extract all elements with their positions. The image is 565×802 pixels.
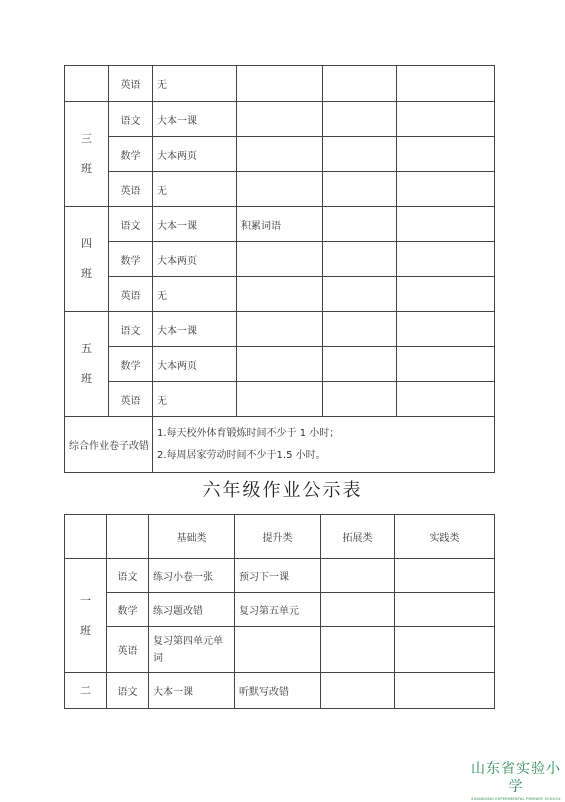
table-row xyxy=(65,347,495,382)
homework-table-top xyxy=(64,65,495,473)
practice-cell xyxy=(397,382,495,417)
school-logo-english: SHANDONG EXPERIMENTAL PRIMARY SCHOOL xyxy=(471,797,561,801)
practice-cell xyxy=(397,172,495,207)
practice-cell xyxy=(397,207,495,242)
improve-cell xyxy=(237,242,323,277)
improve-cell xyxy=(235,627,321,673)
basic-cell: 复习第四单元单词 xyxy=(149,627,235,673)
basic-cell: 大本两页 xyxy=(153,137,237,172)
subject-cell: 数学 xyxy=(107,593,149,627)
expand-cell xyxy=(323,242,397,277)
table-row xyxy=(65,242,495,277)
practice-cell xyxy=(397,277,495,312)
school-logo-name: 山东省实验小学 xyxy=(471,761,561,795)
expand-cell xyxy=(323,102,397,137)
expand-cell xyxy=(321,559,395,593)
expand-cell xyxy=(323,382,397,417)
table-row xyxy=(65,172,495,207)
expand-cell xyxy=(321,593,395,627)
table-row xyxy=(65,102,495,137)
basic-cell: 大本一课 xyxy=(153,102,237,137)
class-label-4 xyxy=(65,207,109,312)
improve-cell xyxy=(237,312,323,347)
basic-cell: 大本一课 xyxy=(149,673,235,709)
basic-cell: 无 xyxy=(153,382,237,417)
class-label-3 xyxy=(65,102,109,207)
class-char: 班 xyxy=(81,372,92,385)
basic-cell: 无 xyxy=(153,66,237,102)
subject-cell: 英语 xyxy=(107,627,149,673)
expand-cell xyxy=(323,347,397,382)
table-row xyxy=(65,417,495,473)
table-row xyxy=(65,312,495,347)
subject-cell: 数学 xyxy=(109,242,153,277)
table-row xyxy=(65,137,495,172)
improve-cell: 听默写改错 xyxy=(235,673,321,709)
subject-cell: 语文 xyxy=(109,207,153,242)
improve-cell xyxy=(237,66,323,102)
header-subject xyxy=(107,515,149,559)
practice-cell xyxy=(397,242,495,277)
expand-cell xyxy=(321,673,395,709)
improve-cell: 预习下一课 xyxy=(235,559,321,593)
note-line: 1.每天校外体育锻炼时间不少于 1 小时； xyxy=(157,427,340,439)
basic-cell: 大本两页 xyxy=(153,347,237,382)
class-char: 三 xyxy=(81,132,92,145)
class-label-5 xyxy=(65,312,109,417)
subject-cell: 英语 xyxy=(109,277,153,312)
practice-cell xyxy=(397,102,495,137)
subject-cell: 语文 xyxy=(107,559,149,593)
practice-cell xyxy=(397,137,495,172)
class-label-2 xyxy=(65,673,107,709)
table-row xyxy=(65,382,495,417)
expand-cell xyxy=(323,137,397,172)
subject-cell: 英语 xyxy=(109,172,153,207)
basic-cell: 无 xyxy=(153,277,237,312)
expand-cell xyxy=(321,627,395,673)
notes-cell xyxy=(153,417,495,473)
improve-cell xyxy=(237,102,323,137)
table-row xyxy=(65,593,495,627)
expand-cell xyxy=(323,312,397,347)
header-practice: 实践类 xyxy=(395,515,495,559)
class-char: 班 xyxy=(81,162,92,175)
basic-cell: 无 xyxy=(153,172,237,207)
practice-cell xyxy=(397,66,495,102)
improve-cell: 积累词语 xyxy=(237,207,323,242)
school-logo xyxy=(470,760,562,802)
header-improve: 提升类 xyxy=(235,515,321,559)
basic-cell: 练习题改错 xyxy=(149,593,235,627)
expand-cell xyxy=(323,207,397,242)
class-char: 一 xyxy=(80,593,91,607)
practice-cell xyxy=(397,347,495,382)
practice-cell xyxy=(397,312,495,347)
class-cell xyxy=(65,66,109,102)
improve-cell xyxy=(237,172,323,207)
practice-cell xyxy=(395,673,495,709)
class-label-1 xyxy=(65,559,107,673)
homework-table-grade6 xyxy=(64,514,495,709)
subject-cell: 数学 xyxy=(109,347,153,382)
note-line: 2.每周居家劳动时间不少于1.5 小时。 xyxy=(157,449,326,461)
practice-cell xyxy=(395,593,495,627)
table-row xyxy=(65,627,495,673)
improve-cell: 复习第五单元 xyxy=(235,593,321,627)
expand-cell xyxy=(323,66,397,102)
class-char: 五 xyxy=(81,342,92,355)
practice-cell xyxy=(395,627,495,673)
subject-cell: 语文 xyxy=(109,312,153,347)
class-char: 班 xyxy=(80,623,91,637)
subject-cell: 数学 xyxy=(109,137,153,172)
page-title: 六年级作业公示表 xyxy=(202,480,363,501)
class-char: 班 xyxy=(81,267,92,280)
improve-cell xyxy=(237,137,323,172)
table-row xyxy=(65,559,495,593)
table-row xyxy=(65,277,495,312)
subject-cell: 语文 xyxy=(107,673,149,709)
table-row xyxy=(65,673,495,709)
basic-cell: 大本一课 xyxy=(153,207,237,242)
subject-cell: 英语 xyxy=(109,382,153,417)
improve-cell xyxy=(237,347,323,382)
subject-cell: 语文 xyxy=(109,102,153,137)
header-row xyxy=(65,515,495,559)
expand-cell xyxy=(323,277,397,312)
notes-label: 综合作业卷子改错 xyxy=(65,417,153,473)
improve-cell xyxy=(237,277,323,312)
header-class xyxy=(65,515,107,559)
basic-cell: 练习小卷一张 xyxy=(149,559,235,593)
header-expand: 拓展类 xyxy=(321,515,395,559)
expand-cell xyxy=(323,172,397,207)
table-row xyxy=(65,207,495,242)
improve-cell xyxy=(237,382,323,417)
header-basic: 基础类 xyxy=(149,515,235,559)
practice-cell xyxy=(395,559,495,593)
table-row xyxy=(65,66,495,102)
class-char: 四 xyxy=(81,237,92,250)
class-char: 二 xyxy=(80,683,91,697)
subject-cell: 英语 xyxy=(109,66,153,102)
basic-cell: 大本两页 xyxy=(153,242,237,277)
basic-cell: 大本一课 xyxy=(153,312,237,347)
